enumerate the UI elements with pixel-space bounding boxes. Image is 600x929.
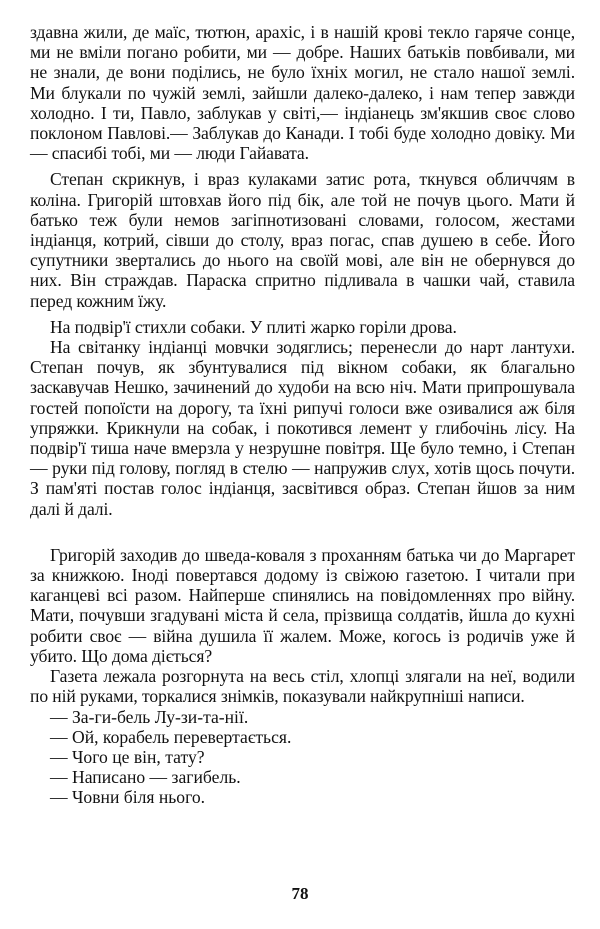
dialogue-line: — За-ги-бель Лу-зи-та-нії. [50,706,249,727]
paragraph-3: На подвір'ї стихли собаки. У плиті жарко горіли дрова. [50,316,457,337]
paragraph-2: Степан скрикнув, і враз кулаками затис рота, ткнувся обличчям в коліна. Григорій штовхав його під бік, але той не почув цього. Мати й батько теж були немов загіпнотизовані словами, голосом, жестами індіанця, котрий, сівши до столу, враз погас, спав душею в себе. Його супутники звертались до нього на своїй мові, але він не обернувся до них. Він страждав. Параска спритно підливала в чашки чай, ставила перед кожним їжу. [30,169,575,311]
paragraph-4: На світанку індіанці мовчки зодяглись; перенесли до нарт лантухи. Степан почув, як збунтувалися під вікном собаки, як благально заскавучав Нешко, зачинений до худоби на всю ніч. Мати припрошувала гостей попоїсти на дорогу, та їхні рипучі голоси вже озивалися аж біля упряжки. Крикнули на собак, і покотився лемент у глибочінь лісу. На подвір'ї тиша наче вмерзла у незрушне повітря. Ще було темно, і Степан — руки під голову, погляд в стелю — напружив слух, хотів щось почути. З пам'яті постав голос індіанця, засвітився образ. Степан йшов за ним далі й далі. [30,337,575,519]
dialogue-list [30,707,575,808]
paragraph-6: Газета лежала розгорнута на весь стіл, хлопці злягали на неї, водили по ній руками, торкалися знімків, показували найкрупніші написи. [30,666,575,707]
page-number: 78 [291,884,309,903]
dialogue-line: — Човни біля нього. [50,787,206,808]
dialogue-line: — Ой, корабель перевертається. [50,726,292,747]
dialogue-line: — Написано — загибель. [50,767,241,788]
page-body [30,22,575,808]
paragraph-5: Григорій заходив до шведа-коваля з проханням батька чи до Маргарет за книжкою. Іноді повертався додому із свіжою газетою. І читали при каганцеві всі разом. Найперше спинялись на повідомленнях про війну. Мати, почувши згадувані міста й села, прізвища солдатів, йшла до кухні робити своє — війна душила її жалем. Може, когось із родичів уже й убито. Що дома діється? [30,544,575,666]
dialogue-line: — Чого це він, тату? [50,746,205,767]
paragraph-1: здавна жили, де маїс, тютюн, арахіс, і в нашій крові текло гаряче сонце, ми не вміли погано робити, ми — добре. Наших батьків повбивали, ми не знали, де вони поділись, не було їхніх могил, не стало нашої землі. Ми блукали по чужій землі, зайшли далеко-далеко, і нам тепер завжди холодно. І ти, Павло, заблукав у світі,— індіанець зм'якшив своє слово поклоном Павлові.— Заблукав до Канади. І тобі буде холодно довіку. Ми — спасибі тобі, ми — люди Гайавата. [30,22,575,164]
